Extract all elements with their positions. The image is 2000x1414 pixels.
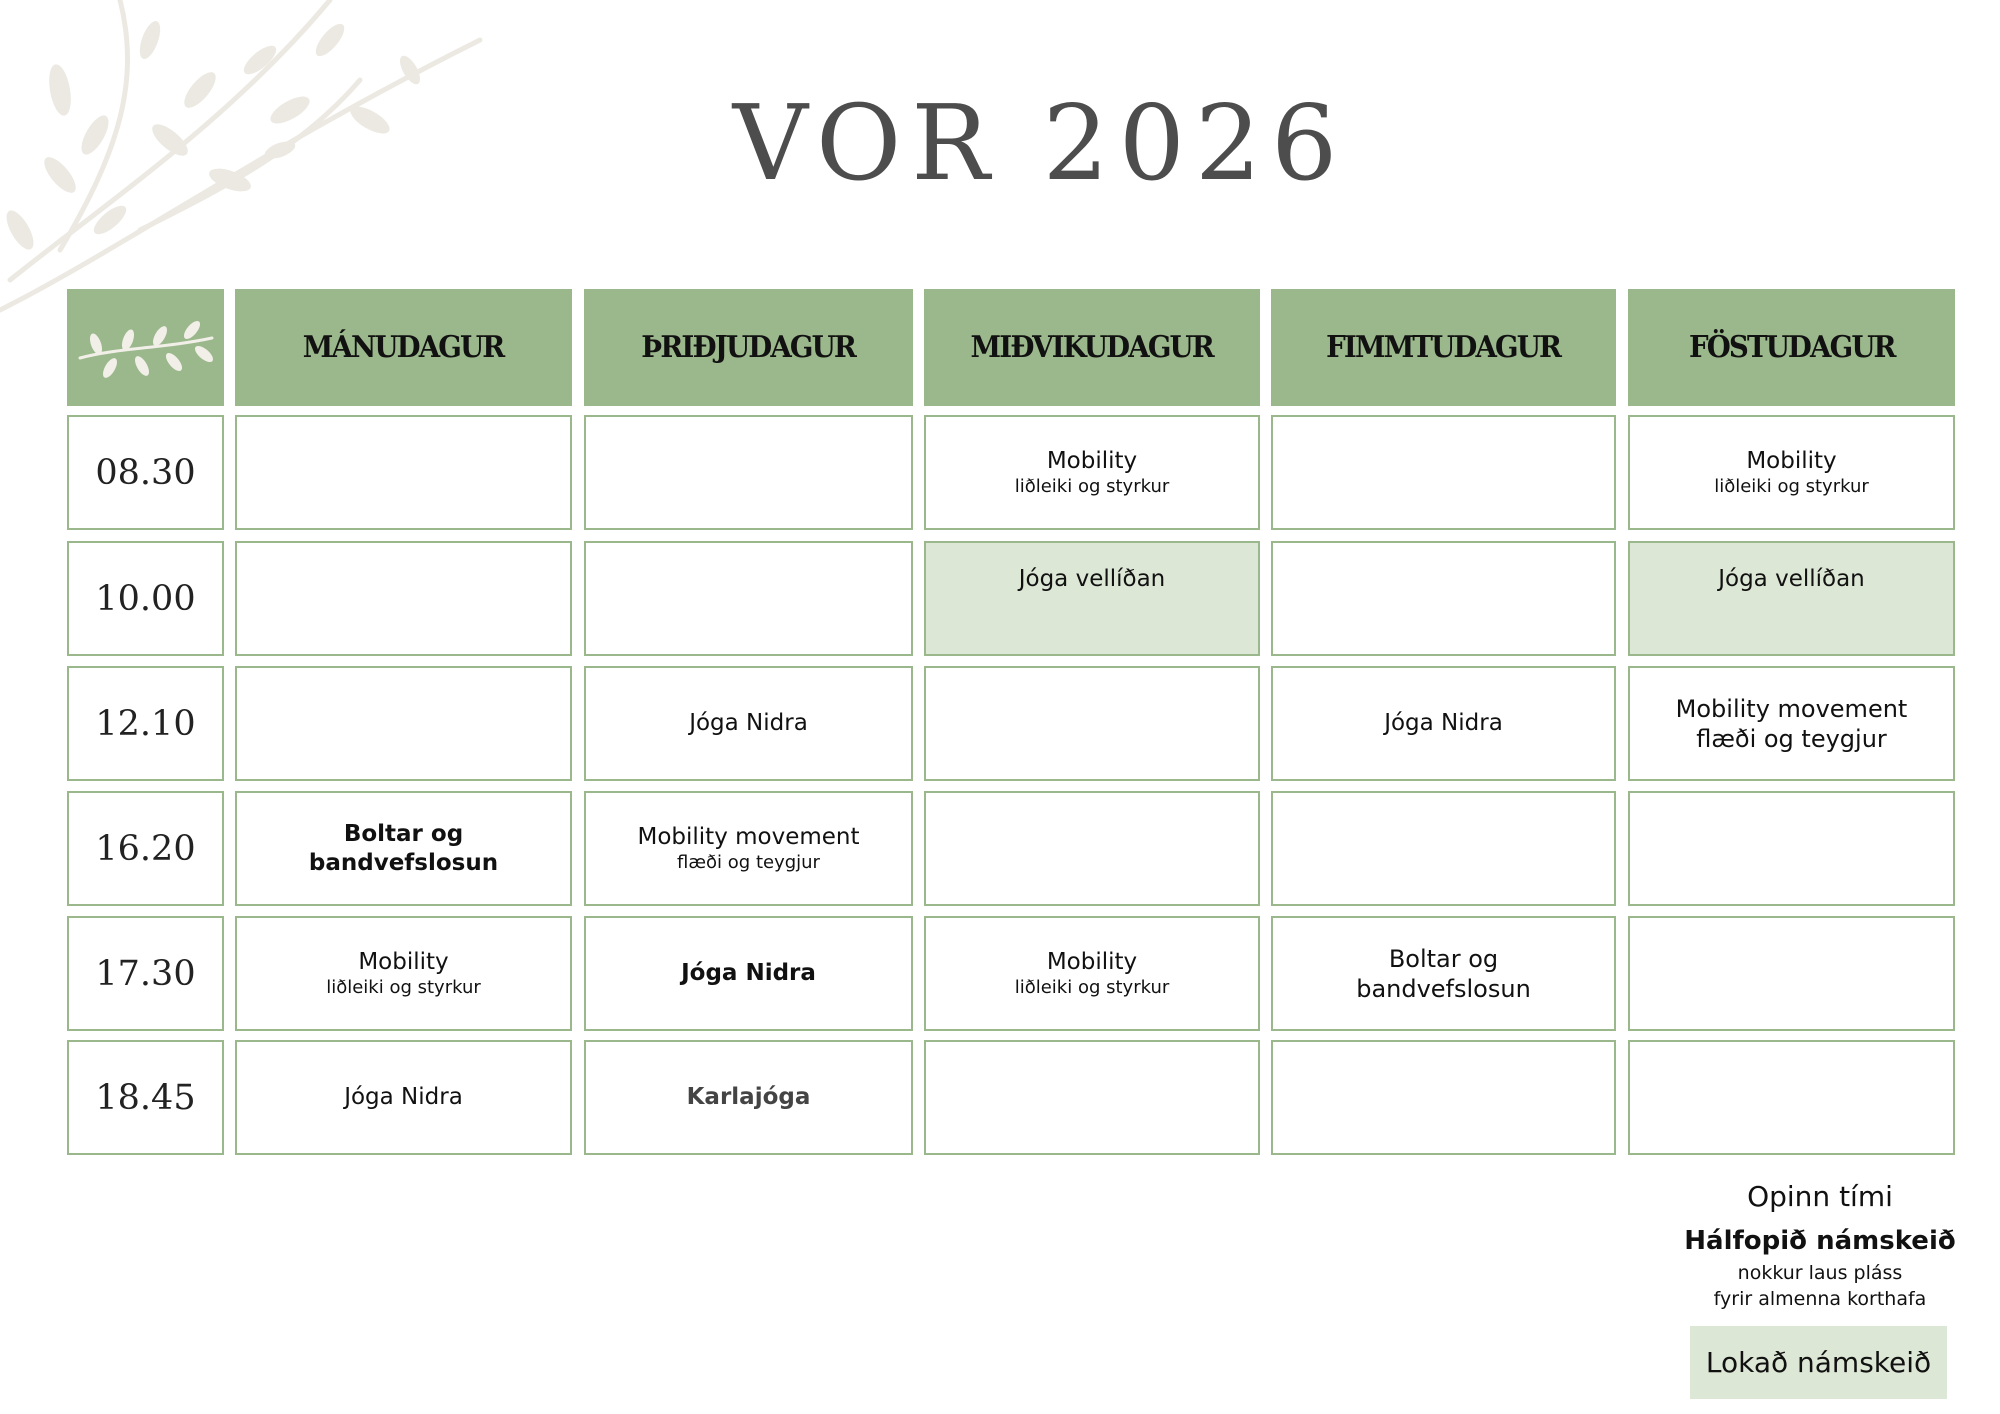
time-cell (67, 916, 224, 1031)
class-name: Mobility (1046, 948, 1138, 975)
schedule-cell-friday (1628, 666, 1955, 781)
time-label: 12.10 (95, 703, 196, 744)
schedule-cell-wednesday (924, 1040, 1260, 1155)
schedule-cell-thursday (1271, 916, 1616, 1031)
schedule-cell-monday (235, 916, 572, 1031)
day-header-wednesday: MIÐVIKUDAGUR (924, 289, 1260, 406)
class-name: Mobility (1746, 447, 1837, 474)
day-header-monday: MÁNUDAGUR (235, 289, 572, 406)
class-name: Boltar og bandvefslosun (308, 820, 499, 876)
class-name: Jóga Nidra (681, 960, 816, 987)
class-name: Karlajóga (686, 1084, 811, 1111)
class-name: Jóga vellíðan (1018, 566, 1166, 592)
time-label: 08.30 (95, 452, 196, 493)
schedule-cell-thursday (1271, 666, 1616, 781)
schedule-cell-wednesday (924, 415, 1260, 530)
schedule-cell-tuesday (584, 791, 913, 906)
time-cell (67, 1040, 224, 1155)
schedule-cell-wednesday (924, 916, 1260, 1031)
leaf-sprig-icon (76, 308, 216, 388)
schedule-cell-friday (1628, 415, 1955, 530)
schedule-cell-thursday (1271, 541, 1616, 656)
schedule-cell-monday (235, 791, 572, 906)
schedule-cell-monday (235, 1040, 572, 1155)
legend-half-open-note: nokkur laus pláss (1737, 1262, 1903, 1284)
class-subtitle: liðleiki og styrkur (1014, 475, 1170, 497)
time-cell (67, 541, 224, 656)
schedule-cell-tuesday (584, 916, 913, 1031)
class-name: Jóga Nidra (689, 710, 808, 737)
schedule-cell-tuesday (584, 1040, 913, 1155)
day-header-friday: FÖSTUDAGUR (1628, 289, 1955, 406)
corner-header-cell (67, 289, 224, 406)
schedule-cell-monday (235, 415, 572, 530)
schedule-cell-friday (1628, 916, 1955, 1031)
day-header-thursday: FIMMTUDAGUR (1271, 289, 1616, 406)
time-cell (67, 415, 224, 530)
schedule-cell-thursday (1271, 1040, 1616, 1155)
class-name: Jóga Nidra (1384, 710, 1503, 737)
class-subtitle: liðleiki og styrkur (1014, 976, 1170, 998)
time-label: 18.45 (95, 1077, 196, 1118)
legend-half-open-note: fyrir almenna korthafa (1713, 1288, 1927, 1310)
class-name: Mobility (358, 948, 449, 975)
class-name: Boltar og bandvefslosun (1356, 944, 1531, 1003)
time-label: 17.30 (95, 953, 196, 994)
schedule-cell-monday (235, 541, 572, 656)
class-name: Mobility movement (637, 823, 860, 850)
class-subtitle: liðleiki og styrkur (1714, 475, 1869, 497)
legend-open: Opinn tími (1747, 1180, 1893, 1213)
schedule-cell-wednesday (924, 666, 1260, 781)
schedule-cell-friday (1628, 791, 1955, 906)
schedule-cell-friday (1628, 541, 1955, 656)
class-subtitle: liðleiki og styrkur (326, 976, 481, 998)
time-cell (67, 791, 224, 906)
legend-closed: Lokað námskeið (1690, 1326, 1947, 1399)
class-subtitle: flæði og teygjur (1696, 724, 1887, 753)
schedule-cell-wednesday (924, 791, 1260, 906)
day-header-tuesday: ÞRIÐJUDAGUR (584, 289, 913, 406)
schedule-cell-monday (235, 666, 572, 781)
schedule-cell-tuesday (584, 415, 913, 530)
schedule-cell-thursday (1271, 415, 1616, 530)
time-label: 16.20 (95, 828, 196, 869)
schedule-cell-tuesday (584, 666, 913, 781)
class-name: Mobility movement (1675, 694, 1908, 723)
schedule-cell-wednesday (924, 541, 1260, 656)
schedule-cell-tuesday (584, 541, 913, 656)
class-name: Jóga vellíðan (1718, 566, 1865, 592)
time-label: 10.00 (95, 578, 196, 619)
time-cell (67, 666, 224, 781)
page-title: VOR 2026 (732, 82, 1348, 204)
class-subtitle: flæði og teygjur (677, 851, 820, 873)
class-name: Mobility (1046, 447, 1138, 474)
schedule-cell-friday (1628, 1040, 1955, 1155)
legend-half-open: Hálfopið námskeið (1684, 1226, 1956, 1256)
schedule-cell-thursday (1271, 791, 1616, 906)
class-name: Jóga Nidra (344, 1084, 463, 1111)
